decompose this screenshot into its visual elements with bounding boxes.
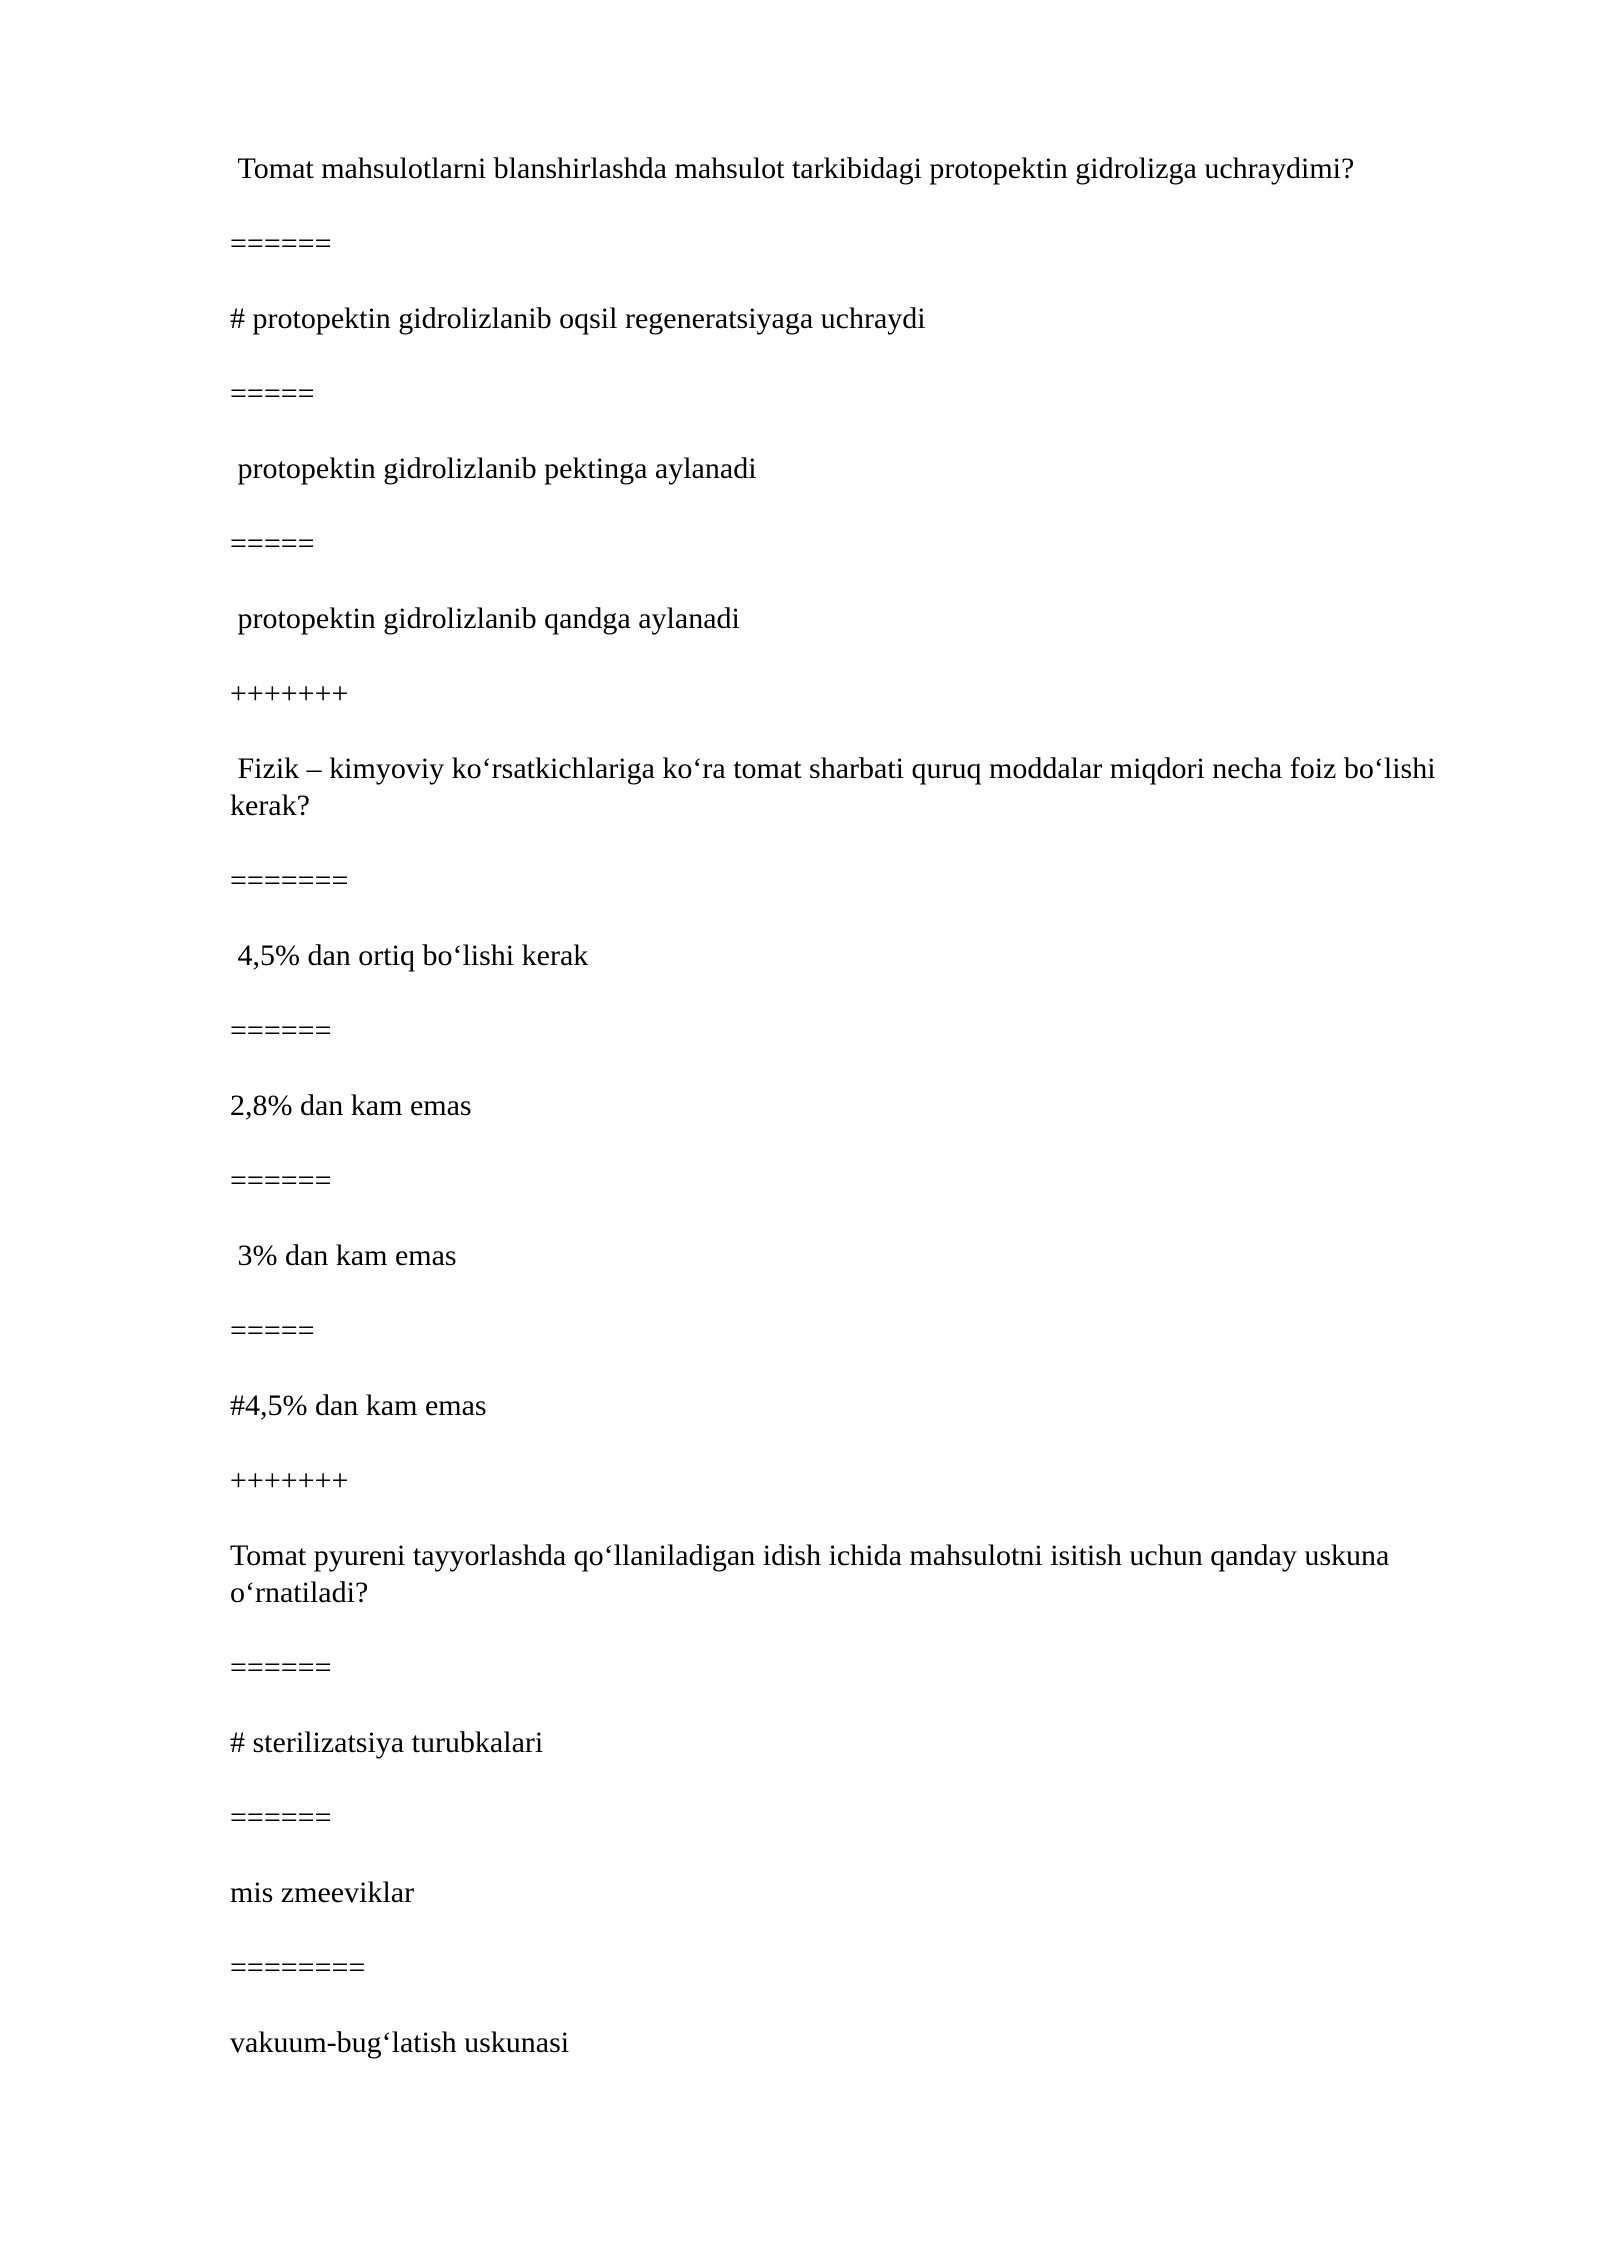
separator: ====== (230, 1164, 332, 1197)
answer-option: 4,5% dan ortiq bo‘lishi kerak (230, 939, 589, 972)
question-divider: +++++++ (230, 677, 349, 710)
answer-option: mis zmeeviklar (230, 1876, 415, 1909)
answer-option: 2,8% dan kam emas (230, 1089, 472, 1122)
answer-option-correct: # protopektin gidrolizlanib oqsil regeneratsiyaga uchraydi (230, 302, 926, 335)
separator: ====== (230, 1801, 332, 1834)
question-3-text: Tomat pyureni tayyorlashda qo‘llaniladigan idish ichida mahsulotni isitish uchun qanday uskuna o‘rnatiladi? (230, 1539, 1397, 1609)
separator: ===== (230, 527, 315, 560)
separator: ===== (230, 377, 315, 410)
separator: ====== (230, 1014, 332, 1047)
answer-option-correct: #4,5% dan kam emas (230, 1389, 487, 1422)
question-2-text: Fizik – kimyoviy ko‘rsatkichlariga ko‘ra tomat sharbati quruq moddalar miqdori necha foiz bo‘lishi kerak? (230, 752, 1444, 822)
separator: ====== (230, 227, 332, 260)
question-divider: +++++++ (230, 1464, 349, 1497)
separator: ======= (230, 864, 349, 897)
answer-option: protopektin gidrolizlanib qandga aylanadi (230, 602, 740, 635)
separator: ===== (230, 1314, 315, 1347)
separator: ====== (230, 1651, 332, 1684)
document-body (230, 150, 1490, 2099)
answer-option-correct: # sterilizatsiya turubkalari (230, 1726, 544, 1759)
answer-option: vakuum-bug‘latish uskunasi (230, 2026, 570, 2059)
question-1-text: Tomat mahsulotlarni blanshirlashda mahsulot tarkibidagi protopektin gidrolizga uchraydimi? (230, 152, 1355, 185)
separator: ======== (230, 1951, 366, 1984)
answer-option: 3% dan kam emas (230, 1239, 457, 1272)
answer-option: protopektin gidrolizlanib pektinga aylanadi (230, 452, 757, 485)
